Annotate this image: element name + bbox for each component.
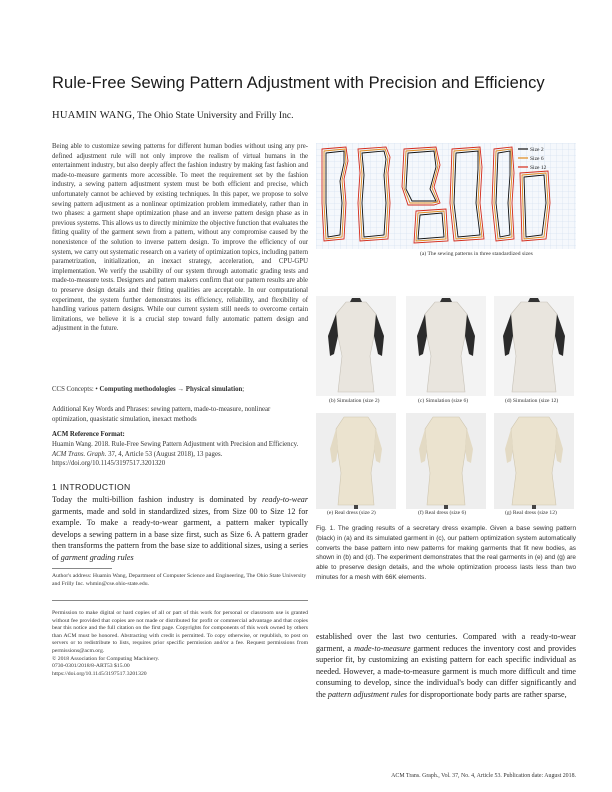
acm-reference-text: Huamin Wang. 2018. Rule-Free Sewing Pattern Adjustment with Precision and Efficiency. [52,441,299,448]
right-column-paragraph [316,631,576,701]
ccs-term: Computing methodologies → Physical simulation [99,386,243,393]
figure-1-caption: Fig. 1. The grading results of a secretary dress example. Given a base sewing pattern (black) in (a) and its simulated garment in (c), our pattern optimization system automatically converts the base pattern into new patterns for making garments that fit new bodies, as shown in (b) and (d). The experiment demonstrates that the real garments in (e) and (g) are able to preserve design details, and the whole optimization process lasts less than two minutes for a mesh with 66K elements. [316,525,576,581]
intro-text-1: Today the multi-billion fashion industry is dominated by [52,495,262,504]
right-term-pattern-adjustment-rules: pattern adjustment rules [327,689,408,699]
legend-label-size-12: Size 12 [530,165,547,171]
ccs-concepts [52,385,308,395]
ccs-label: CCS Concepts: • [52,386,100,393]
ccs-end: ; [242,386,245,393]
acm-reference-details: 37, 4, Article 53 (August 2018), 13 pages. https://doi.org/10.1145/3197517.3201320 [52,450,223,468]
acm-reference-journal: ACM Trans. Graph. [52,450,107,458]
legend-label-size-6: Size 6 [530,156,544,162]
permission-divider [52,600,308,601]
intro-term-grading-rules: garment grading rules [60,552,134,562]
author-address: Author's address: Huamin Wang, Department of Computer Science and Engineering, The Ohio State University and Frilly Inc. whmin@cse.ohio-state.edu. [52,573,307,587]
real-dress-size-6-image [406,413,486,509]
right-text-2: garment reduces the inventory cost and provides superior fit, by customizing an existing pattern for each specific individual as needed. However, a made-to-measure garment is much more difficult and time consuming to develop, since the individual's body can differ significantly and the [316,643,577,699]
acm-reference-heading: ACM Reference Format: [52,431,125,438]
author-line [52,110,293,121]
introduction-paragraph [52,494,308,564]
permission-text: Permission to make digital or hard copies of all or part of this work for personal or classroom use is granted without fee provided that copies are not made or distributed for profit or commercial advantage and that copies bear this notice and the full citation on the first page. Copyrights for components of this work owned by others than ACM must be honored. Abstracting with credit is permitted. To copy otherwise, or republish, to post on servers or to redistribute to lists, requires prior specific permission and/or a fee. Request permissions from permissions@acm.org. [52,610,308,654]
caption-real-dress-size-6: (f) Real dress (size 6) [418,510,467,516]
copyright-line: © 2018 Association for Computing Machinery. [52,655,160,662]
author-name: HUAMIN WANG [52,110,133,121]
page-footer: ACM Trans. Graph., Vol. 37, No. 4, Article 53. Publication date: August 2018. [391,773,576,779]
caption-simulation-size-6: (c) Simulation (size 6) [418,398,469,404]
simulation-size-2-image [316,296,396,396]
acm-reference [52,440,308,469]
doi-link[interactable]: https://doi.org/10.1145/3197517.3201320 [52,670,147,677]
real-dress-size-12-image [494,413,574,509]
intro-text-2: garments, made and sold in standardized sizes, from Size 00 to Size 12 for example. To make a ready-to-wear garment, a pattern maker typically develops a sewing pattern in a base size first, such as Size 6. A pattern grader then transforms the pattern from the base size to additional sizes, using a series of [52,506,308,562]
keywords: Additional Key Words and Phrases: sewing pattern, made-to-measure, nonlinear optimization, quasistatic simulation, inexact methods [52,406,271,423]
issn-line: 0730-0301/2018/8-ART53 $15.00 [52,663,130,670]
caption-simulation-size-12: (d) Simulation (size 12) [505,398,559,404]
right-term-made-to-measure: made-to-measure [354,643,411,653]
caption-real-dress-size-2: (e) Real dress (size 2) [327,510,376,516]
simulation-size-12-image [494,296,574,396]
paper-title: Rule-Free Sewing Pattern Adjustment with Precision and Efficiency [52,74,545,92]
real-dress-size-2-image [316,413,396,509]
author-affiliation: , The Ohio State University and Frilly Inc. [132,111,294,121]
right-text-3: for disproportionate body parts are rather sparse, [407,689,567,699]
figure-caption-a: (a) The sewing patterns in three standardized sizes [420,251,533,257]
right-text-1: established over the last two centuries. Compared with a ready-to-wear garment, a [316,632,576,653]
sewing-pattern-figure [316,143,576,249]
abstract: Being able to customize sewing patterns for different human bodies without using any pre-defined adjustment rule will not only improve the realism of virtual humans in the entertainment industry, but also deeply affect the fashion industry by making fast fashion and made-to-measure garments more accessible. To meet the requirement set by the fashion industry, a sewing pattern adjustment system must be both efficient and precise, which unfortunately cannot be achieved by existing techniques. In this paper, we propose to solve sewing pattern adjustment as a nonlinear optimization problem immediately, rather than in two phases: a garment shape optimization phase and an inverse pattern design phase as in previous systems. This allows us to directly minimize the objective function that evaluates the fitting quality of the garment sewn from a pattern, without any compromise caused by the nonexistence of the solution to inverse pattern design. To improve the efficiency of our system, we carry out systematic research on a variety of optimization topics, including pattern parametrization, initialization, an inexact strategy, acceleration, and CPU-GPU implementation. We verify the usability of our system through automatic grading tests and made-to-measure tests. Designers and pattern makers confirm that our pattern results are able to preserve design details and their fitting qualities are acceptable. In our computational experiment, the system further demonstrates its efficiency, reliability, and flexibility of handling various pattern designs. While our current system still needs to overcome certain limitations, we believe it is a crucial step toward fully automatic pattern design and adjustment in the future. [52,143,308,333]
simulation-size-6-image [406,296,486,396]
legend-label-size-2: Size 2 [530,147,544,153]
section-heading-introduction: 1 INTRODUCTION [52,482,131,492]
caption-real-dress-size-12: (g) Real dress (size 12) [505,510,557,516]
footnote-divider [52,568,112,569]
caption-simulation-size-2: (b) Simulation (size 2) [329,398,380,404]
intro-term-ready-to-wear: ready-to-wear [261,495,308,504]
permission-notice [52,610,308,678]
